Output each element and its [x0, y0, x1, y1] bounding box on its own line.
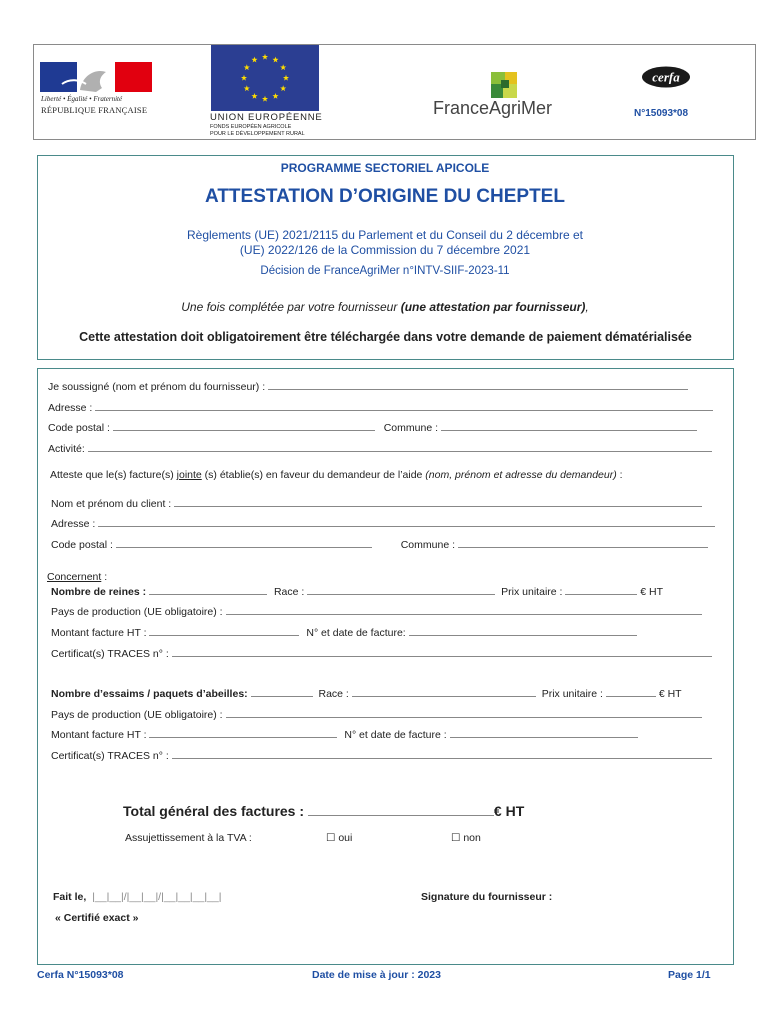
reglements-line-1: Règlements (UE) 2021/2115 du Parlement et du Conseil du 2 décembre et: [186, 228, 583, 242]
certificats2-label: Certificat(s) TRACES n° :: [51, 750, 169, 762]
commune-label: Commune :: [383, 422, 438, 434]
prix-unitaire-field[interactable]: [565, 585, 637, 595]
prix-unitaire2-unit: € HT: [658, 688, 682, 700]
eu-name: UNION EUROPÉENNE: [210, 112, 323, 123]
checkbox-non-icon[interactable]: ☐: [451, 832, 461, 844]
race-label: Race :: [273, 586, 305, 598]
reglements-line-2: (UE) 2022/126 de la Commission du 7 décembre 2021: [239, 243, 531, 257]
tva-non-label: non: [463, 832, 481, 844]
nom-client-row: [51, 497, 702, 510]
tva-row: [125, 832, 252, 844]
adresse2-label: Adresse :: [51, 518, 96, 530]
pays2-row: [51, 708, 702, 721]
form-box: [37, 368, 734, 965]
nb-reines-field[interactable]: [149, 585, 267, 595]
adresse-field[interactable]: [95, 401, 713, 411]
rf-text: [41, 95, 151, 115]
adresse2-field[interactable]: [98, 517, 715, 527]
prix-unitaire-label: Prix unitaire :: [501, 586, 563, 598]
code-postal-field[interactable]: [113, 421, 375, 431]
prix-unitaire2-label: Prix unitaire :: [541, 688, 603, 700]
pays-field[interactable]: [226, 605, 702, 615]
essaims-row: [51, 687, 682, 700]
instruction-once: [0, 300, 770, 314]
certifie-row: [55, 912, 138, 924]
eu-subtitle: [210, 124, 322, 138]
certificats2-row: [51, 749, 712, 762]
reines-row: [51, 585, 663, 598]
commune2-label: Commune :: [400, 539, 455, 551]
soussigne-label: Je soussigné (nom et prénom du fournisseur) :: [48, 381, 266, 393]
activite-field[interactable]: [88, 442, 712, 452]
certificats2-field[interactable]: [172, 749, 712, 759]
atteste-row: [50, 469, 623, 481]
tva-oui-label: oui: [338, 832, 353, 844]
commune-field[interactable]: [441, 421, 697, 431]
code-postal-row: [48, 421, 697, 434]
adresse-row: [48, 401, 713, 414]
footer-page: Page 1/1: [668, 969, 711, 981]
race2-label: Race :: [318, 688, 349, 700]
eu-sub-line-1: FONDS EUROPÉEN AGRICOLE: [210, 124, 292, 130]
cerfa-logo-icon: [641, 66, 691, 88]
rf-name: RÉPUBLIQUE FRANÇAISE: [41, 105, 148, 115]
footer-date: Date de mise à jour : 2023: [312, 969, 441, 981]
atteste-prefix: Atteste que le(s) facture(s): [50, 469, 177, 481]
adresse-label: Adresse :: [48, 402, 93, 414]
page-title: ATTESTATION D’ORIGINE DU CHEPTEL: [205, 186, 565, 207]
total-unit: € HT: [493, 803, 525, 819]
atteste-mid: (s) établie(s) en faveur du demandeur de l’aide: [201, 469, 426, 481]
prix-unitaire-unit: € HT: [640, 586, 664, 598]
montant2-label: Montant facture HT :: [51, 729, 147, 741]
tva-label: Assujettissement à la TVA :: [125, 832, 252, 844]
adresse2-row: [51, 517, 715, 530]
signature-label: Signature du fournisseur :: [421, 891, 553, 903]
nb-reines-label: Nombre de reines :: [51, 586, 147, 598]
prix-unitaire2-field[interactable]: [606, 687, 656, 697]
total-row: [123, 803, 524, 819]
once-bold: (une attestation par fournisseur): [400, 300, 586, 314]
montant-label: Montant facture HT :: [51, 627, 147, 639]
soussigne-row: [48, 380, 688, 393]
concernent-label: Concernent: [47, 571, 102, 583]
num-date-field[interactable]: [409, 626, 637, 636]
fait-le-row: [53, 891, 221, 903]
footer-cerfa: Cerfa N°15093*08: [37, 969, 124, 981]
atteste-italic: (nom, prénom et adresse du demandeur): [425, 469, 617, 481]
total-field[interactable]: [308, 803, 494, 816]
num-date-label: N° et date de facture:: [306, 627, 406, 639]
mandatory-notice: Cette attestation doit obligatoirement être téléchargée dans votre demande de paiement dématérialisée: [79, 330, 692, 344]
certificats-label: Certificat(s) TRACES n° :: [51, 648, 169, 660]
reglements: [0, 228, 770, 258]
certificats-row: [51, 647, 712, 660]
certificats-field[interactable]: [172, 647, 712, 657]
pays2-field[interactable]: [226, 708, 702, 718]
montant2-row: [51, 728, 638, 741]
code-postal2-row: [51, 538, 708, 551]
tva-non-checkbox[interactable]: [451, 832, 481, 844]
nb-essaims-field[interactable]: [251, 687, 313, 697]
tva-oui-checkbox[interactable]: [326, 832, 352, 844]
certifie-label: « Certifié exact »: [55, 912, 139, 924]
commune2-field[interactable]: [458, 538, 708, 548]
cerfa-logo-text: cerfa: [652, 69, 680, 85]
nom-client-field[interactable]: [174, 497, 702, 507]
atteste-jointe: jointe: [176, 469, 202, 481]
activite-label: Activité:: [48, 443, 85, 455]
fait-le-label: Fait le,: [53, 891, 87, 903]
race2-field[interactable]: [352, 687, 536, 697]
pays2-label: Pays de production (UE obligatoire) :: [51, 709, 223, 721]
code-postal2-label: Code postal :: [51, 539, 113, 551]
franceagrimer-name: FranceAgriMer: [433, 98, 553, 118]
once-suffix: ,: [585, 300, 589, 314]
code-postal-label: Code postal :: [48, 422, 110, 434]
date-field[interactable]: |__|__|/|__|__|/|__|__|__|__|: [92, 891, 222, 903]
rf-motto: Liberté • Égalité • Fraternité: [41, 95, 123, 103]
decision: Décision de FranceAgriMer n°INTV-SIIF-2023-11: [260, 265, 510, 277]
activite-row: [48, 442, 712, 455]
montant-field[interactable]: [149, 626, 299, 636]
pays-row: [51, 605, 702, 618]
pays-label: Pays de production (UE obligatoire) :: [51, 606, 223, 618]
signature-row: [421, 891, 552, 903]
checkbox-oui-icon[interactable]: ☐: [326, 832, 336, 844]
eu-sub-line-2: POUR LE DÉVELOPPEMENT RURAL: [210, 131, 305, 137]
nom-client-label: Nom et prénom du client :: [51, 498, 172, 510]
num-date2-label: N° et date de facture :: [344, 729, 447, 741]
concernent-row: [47, 571, 107, 583]
montant-row: [51, 626, 637, 639]
num-date2-field[interactable]: [450, 728, 638, 738]
race-field[interactable]: [307, 585, 495, 595]
montant2-field[interactable]: [149, 728, 337, 738]
soussigne-field[interactable]: [268, 380, 688, 390]
once-prefix: Une fois complétée par votre fournisseur: [181, 300, 401, 314]
concernent-colon: :: [101, 571, 108, 583]
cerfa-number: N°15093*08: [634, 108, 689, 119]
total-label: Total général des factures :: [123, 803, 305, 819]
code-postal2-field[interactable]: [116, 538, 372, 548]
nb-essaims-label: Nombre d’essaims / paquets d’abeilles:: [51, 688, 248, 700]
programme-title: PROGRAMME SECTORIEL APICOLE: [280, 161, 490, 175]
atteste-suffix: :: [616, 469, 623, 481]
eu-flag-icon: [211, 45, 319, 111]
